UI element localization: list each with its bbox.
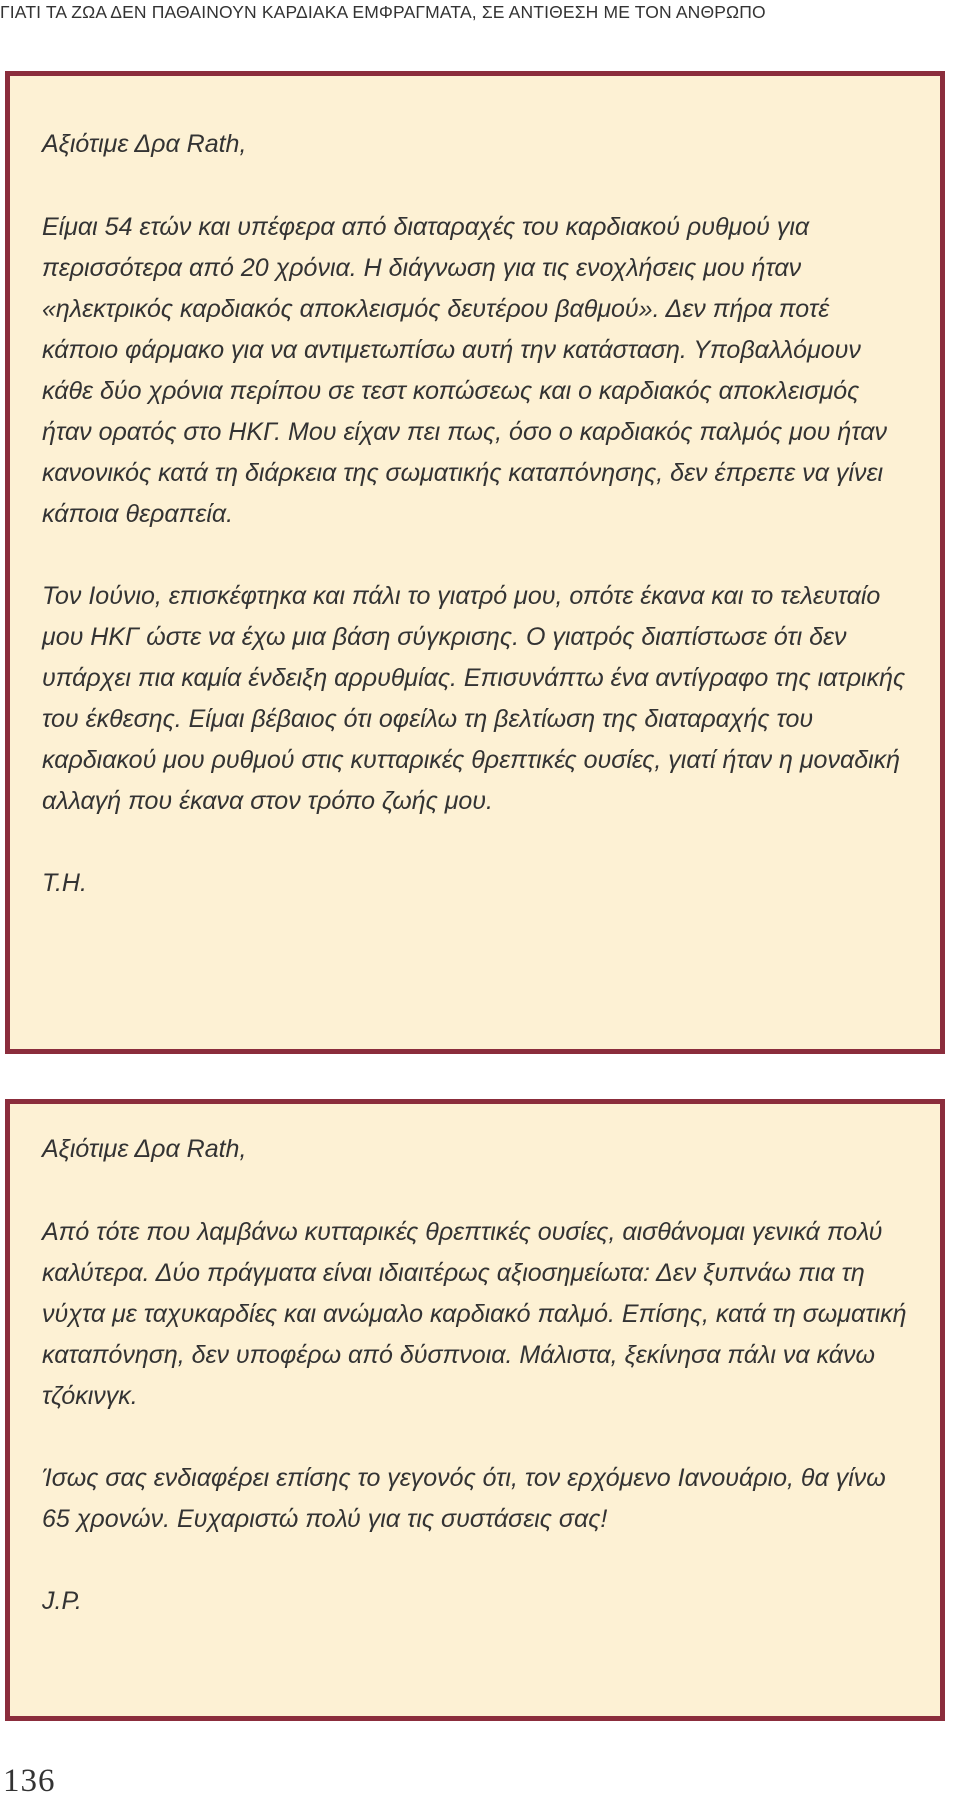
letter-paragraph: Είμαι 54 ετών και υπέφερα από διαταραχές του καρδιακού ρυθμού για περισσότερα από 20 χρόνια. Η διάγνωση για τις ενοχλήσεις μου ήταν «ηλεκτρικός καρδιακός αποκλεισμός δευτέρου βαθμού». Δεν πήρα ποτέ κάποιο φάρμακο για να αντιμετωπίσω αυτή την κατάσταση. Υποβαλλόμουν κάθε δύο χρόνια περίπου σε τεστ κοπώσεως και ο καρδιακός αποκλεισμός ήταν ορατός στο ΗΚΓ. Μου είχαν πει πως, όσο ο καρδιακός παλμός μου ήταν κανονικός κατά τη διάρκεια της σωματικής καταπόνησης, δεν έπρεπε να γίνει κάποια θεραπεία. (42, 213, 887, 528)
page-number: 136 (3, 1763, 56, 1799)
letter-salutation: Αξιότιμε Δρα Rath, (42, 1135, 247, 1163)
letter-signature: T.H. (42, 869, 87, 897)
letter-paragraph: Από τότε που λαμβάνω κυτταρικές θρεπτικές ουσίες, αισθάνομαι γενικά πολύ καλύτερα. Δύο πράγματα είναι ιδιαιτέρως αξιοσημείωτα: Δεν ξυπνάω πια τη νύχτα με ταχυκαρδίες και ανώμαλο καρδιακό παλμό. Επίσης, κατά τη σωματική καταπόνηση, δεν υποφέρω από δύσπνοια. Μάλιστα, ξεκίνησα πάλι να κάνω τζόκινγκ. (42, 1218, 907, 1410)
running-header: ΓΙΑΤΙ ΤΑ ΖΩΑ ΔΕΝ ΠΑΘΑΙΝΟΥΝ ΚΑΡΔΙΑΚΑ ΕΜΦΡΑΓΜΑΤΑ, ΣΕ ΑΝΤΙΘΕΣΗ ΜΕ ΤΟΝ ΑΝΘΡΩΠΟ (0, 2, 766, 22)
letter-box-1 (5, 71, 945, 1054)
letter-salutation: Αξιότιμε Δρα Rath, (42, 130, 247, 158)
letter-box-2 (5, 1099, 945, 1721)
letter-paragraph: Τον Ιούνιο, επισκέφτηκα και πάλι το γιατρό μου, οπότε έκανα και το τελευταίο μου ΗΚΓ ώστε να έχω μια βάση σύγκρισης. Ο γιατρός διαπίστωσε ότι δεν υπάρχει πια καμία ένδειξη αρρυθμίας. Επισυνάπτω ένα αντίγραφο της ιατρικής του έκθεσης. Είμαι βέβαιος ότι οφείλω τη βελτίωση της διαταραχής του καρδιακού μου ρυθμού στις κυτταρικές θρεπτικές ουσίες, γιατί ήταν η μοναδική αλλαγή που έκανα στον τρόπο ζωής μου. (42, 582, 906, 815)
letter-signature: J.P. (42, 1587, 82, 1615)
letter-paragraph: Ίσως σας ενδιαφέρει επίσης το γεγονός ότι, τον ερχόμενο Ιανουάριο, θα γίνω 65 χρονών. Ευχαριστώ πολύ για τις συστάσεις σας! (42, 1464, 886, 1533)
